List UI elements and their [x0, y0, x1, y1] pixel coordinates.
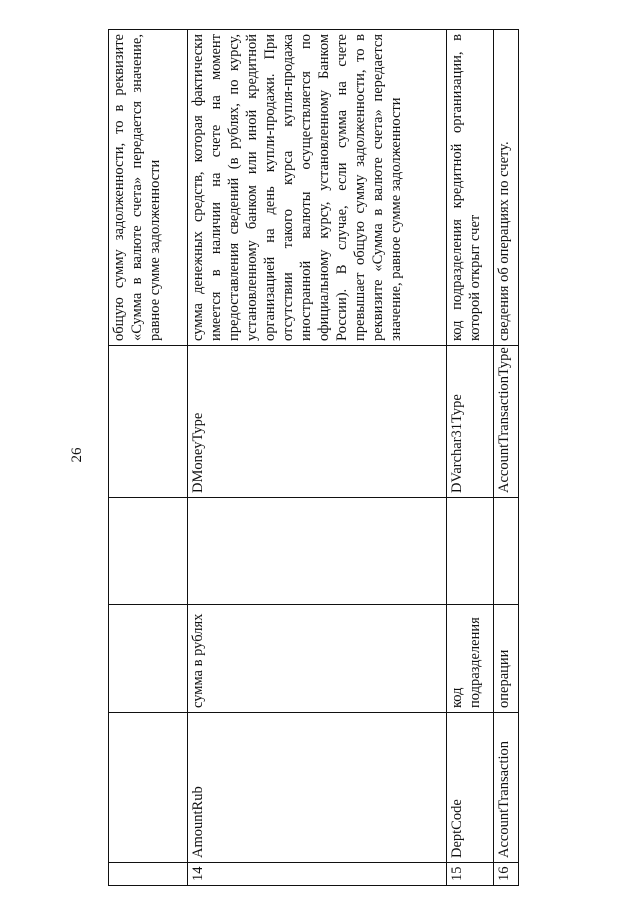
element-extra — [494, 498, 519, 605]
element-name — [109, 713, 188, 863]
table-row — [447, 30, 494, 886]
rotated-table-container — [108, 30, 560, 886]
table-row — [188, 30, 447, 886]
element-extra — [447, 498, 494, 605]
element-name: AccountTransaction — [494, 713, 519, 863]
page-number: 26 — [69, 447, 85, 463]
element-description: сумма денежных средств, которая фактически имеется в наличии на счете на момент предоставления сведений (в рублях, по курсу, установленному банком или иной кредитной организацией на день купли-продажи. При отсутствии такого курса купля-продажа иностранной валюты осуществляется по официальному курсу, установленному Банком России). В случае, если сумма на счете превышает общую сумму задолженности, то в реквизите «Сумма в валюте счета» передается значение, равное сумме задолженности — [188, 30, 447, 346]
element-description: код подразделения кредитной организации, в которой открыт счет — [447, 30, 494, 346]
row-number: 15 — [447, 863, 494, 886]
element-type: AccountTransactionType — [494, 346, 519, 498]
element-type: DVarchar31Type — [447, 346, 494, 498]
element-description: общую сумму задолженности, то в реквизите «Сумма в валюте счета» передается значение, равное сумме задолженности — [109, 30, 188, 346]
element-extra — [188, 498, 447, 605]
element-type — [109, 346, 188, 498]
element-label — [109, 605, 188, 713]
row-number — [109, 863, 188, 886]
element-description: сведения об операциях по счету. — [494, 30, 519, 346]
element-extra — [109, 498, 188, 605]
element-type: DMoneyType — [188, 346, 447, 498]
table-row — [494, 30, 519, 886]
element-name: DeptCode — [447, 713, 494, 863]
element-label: сумма в рублях — [188, 605, 447, 713]
row-number: 16 — [494, 863, 519, 886]
element-label: код подразделения — [447, 605, 494, 713]
row-number: 14 — [188, 863, 447, 886]
table-row — [109, 30, 188, 886]
requisites-table — [108, 29, 519, 886]
element-label: операции — [494, 605, 519, 713]
element-name: AmountRub — [188, 713, 447, 863]
